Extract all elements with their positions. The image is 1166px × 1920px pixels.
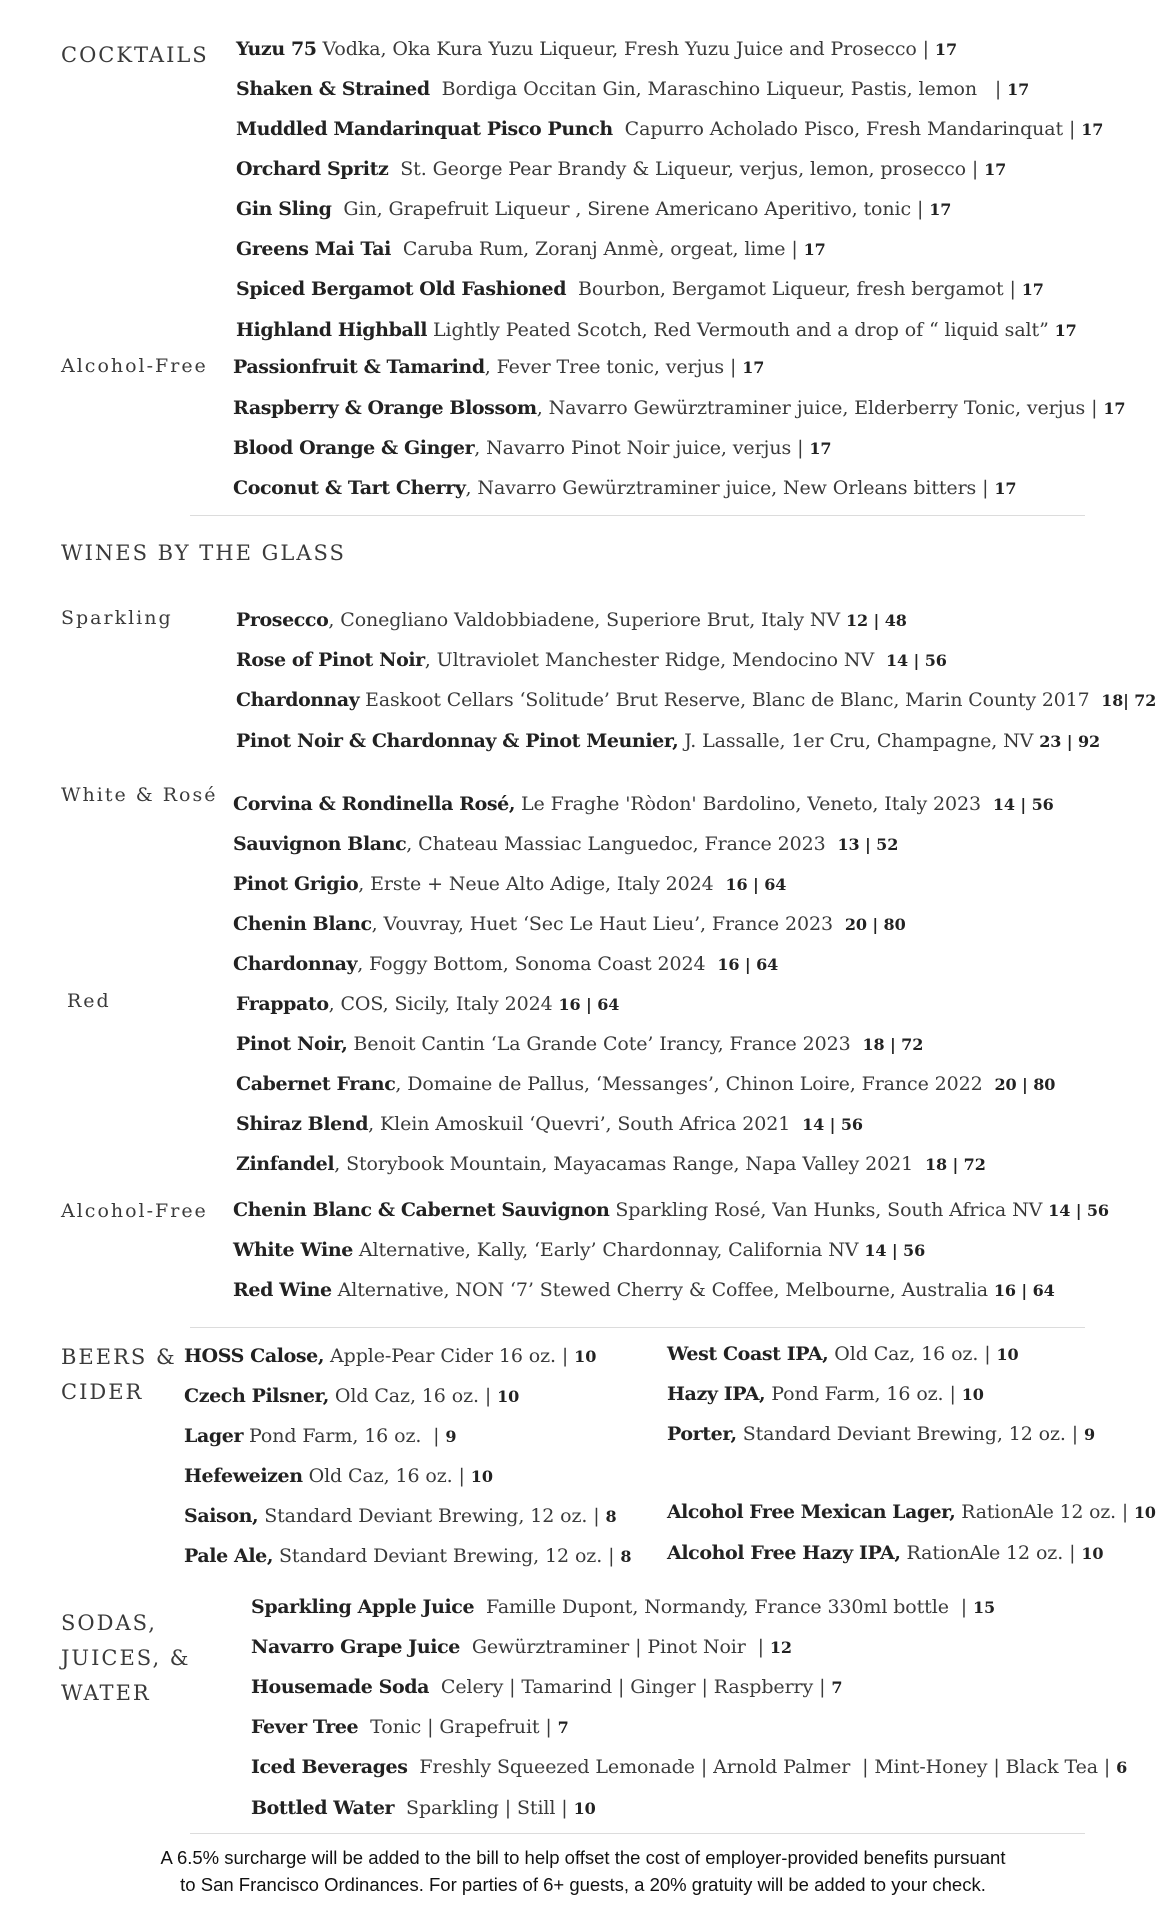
menu-item: [236, 157, 1006, 182]
item-price: 16 | 64: [558, 995, 620, 1014]
item-name: Saison,: [184, 1505, 259, 1527]
subheading-wines-alcohol-free: Alcohol-Free: [61, 1200, 208, 1222]
item-name: Pinot Noir & Chardonnay & Pinot Meunier,: [236, 730, 679, 752]
section-heading-sodas-line3: WATER: [61, 1681, 151, 1705]
item-description: , Navarro Gewürztraminer juice, New Orleans bitters |: [465, 477, 995, 499]
item-description: Freshly Squeezed Lemonade | Arnold Palmer | Mint-Honey | Black Tea |: [407, 1756, 1117, 1778]
divider: [190, 515, 1085, 516]
item-description: Caruba Rum, Zoranj Anmè, orgeat, lime |: [390, 238, 804, 260]
item-price: 17: [809, 439, 832, 458]
item-name: Navarro Grape Juice: [251, 1636, 460, 1658]
menu-item: [233, 436, 831, 461]
item-description: Le Fraghe 'Ròdon' Bardolino, Veneto, Italy 2023: [515, 793, 993, 815]
item-price: 17: [934, 40, 957, 59]
item-price: 8: [605, 1507, 617, 1526]
item-description: RationAle 12 oz. |: [955, 1501, 1134, 1523]
menu-item: [251, 1715, 569, 1740]
item-description: Gewürztraminer | Pinot Noir |: [459, 1636, 770, 1658]
menu-item: [184, 1464, 493, 1489]
section-heading-sodas-line1: SODAS,: [61, 1611, 157, 1635]
item-name: Alcohol Free Mexican Lager,: [667, 1501, 956, 1523]
item-price: 6: [1116, 1758, 1128, 1777]
item-name: West Coast IPA,: [667, 1343, 829, 1365]
item-price: 10: [996, 1345, 1019, 1364]
item-name: Bottled Water: [251, 1797, 395, 1819]
item-name: Blood Orange & Ginger: [233, 437, 475, 459]
section-heading-wines: WINES BY THE GLASS: [61, 541, 346, 565]
item-name: Iced Beverages: [251, 1756, 408, 1778]
item-name: Shaken & Strained: [236, 78, 430, 100]
item-description: Benoit Cantin ‘La Grande Cote’ Irancy, France 2023: [347, 1033, 863, 1055]
menu-item: [236, 688, 1156, 713]
item-price: 14 | 56: [802, 1115, 863, 1134]
menu-item: [184, 1384, 519, 1409]
item-price: 10: [961, 1385, 984, 1404]
subheading-white-rose: White & Rosé: [61, 784, 218, 806]
menu-item: [233, 355, 764, 380]
menu-item: [233, 952, 778, 977]
menu-item: [233, 1238, 925, 1263]
item-name: Spiced Bergamot Old Fashioned: [236, 278, 567, 300]
menu-item: [233, 872, 786, 897]
menu-item: [233, 832, 898, 857]
menu-item: [233, 396, 1125, 421]
menu-item: [236, 318, 1077, 343]
item-price: 12 | 48: [845, 611, 907, 630]
item-description: Alternative, Kally, ‘Early’ Chardonnay, California NV: [352, 1239, 865, 1261]
item-price: 10: [1081, 1544, 1104, 1563]
item-price: 10: [574, 1347, 597, 1366]
item-price: 20 | 80: [844, 915, 906, 934]
item-name: Zinfandel: [236, 1153, 335, 1175]
subheading-cocktails-alcohol-free: Alcohol-Free: [61, 355, 208, 377]
item-price: 10: [1133, 1503, 1156, 1522]
item-price: 15: [972, 1598, 996, 1617]
item-price: 10: [497, 1387, 520, 1406]
item-name: White Wine: [233, 1239, 353, 1261]
menu-item: [233, 476, 1016, 501]
item-name: Greens Mai Tai: [236, 238, 391, 260]
item-price: 10: [573, 1799, 596, 1818]
item-description: Tonic | Grapefruit |: [358, 1716, 558, 1738]
menu-item: [236, 1032, 923, 1057]
subheading-sparkling: Sparkling: [61, 607, 173, 629]
item-price: 23 | 92: [1039, 732, 1101, 751]
item-description: Apple-Pear Cider 16 oz. |: [324, 1345, 575, 1367]
item-description: Old Caz, 16 oz. |: [828, 1343, 997, 1365]
item-description: Lightly Peated Scotch, Red Vermouth and a drop of “ liquid salt”: [427, 319, 1055, 341]
item-price: 17: [1054, 321, 1077, 340]
item-description: , Navarro Gewürztraminer juice, Elderberry Tonic, verjus |: [536, 397, 1104, 419]
menu-item: [236, 37, 957, 62]
item-price: 12: [769, 1638, 792, 1657]
item-name: Muddled Mandarinquat Pisco Punch: [236, 118, 613, 140]
item-name: Gin Sling: [236, 198, 332, 220]
item-price: 9: [445, 1427, 457, 1446]
item-description: Pond Farm, 16 oz. |: [765, 1383, 962, 1405]
item-name: Fever Tree: [251, 1716, 359, 1738]
menu-item: [667, 1382, 984, 1407]
item-description: Capurro Acholado Pisco, Fresh Mandarinquat |: [612, 118, 1082, 140]
item-price: 20 | 80: [994, 1075, 1056, 1094]
item-price: 14 | 56: [1048, 1201, 1109, 1220]
item-price: 16 | 64: [725, 875, 787, 894]
item-name: Lager: [184, 1425, 244, 1447]
menu-item: [667, 1422, 1095, 1447]
menu-item: [251, 1595, 995, 1620]
item-description: Gin, Grapefruit Liqueur , Sirene Americano Aperitivo, tonic |: [331, 198, 930, 220]
menu-item: [236, 1152, 986, 1177]
item-description: Bourbon, Bergamot Liqueur, fresh bergamot |: [566, 278, 1022, 300]
item-price: 17: [929, 200, 952, 219]
item-description: , Storybook Mountain, Mayacamas Range, Napa Valley 2021: [334, 1153, 925, 1175]
section-heading-beers-line2: CIDER: [61, 1380, 144, 1404]
menu-item: [233, 792, 1054, 817]
item-name: Cabernet Franc: [236, 1073, 396, 1095]
item-description: Alternative, NON ‘7’ Stewed Cherry & Coffee, Melbourne, Australia: [331, 1279, 994, 1301]
item-description: Famille Dupont, Normandy, France 330ml bottle |: [474, 1596, 973, 1618]
item-price: 17: [1081, 120, 1104, 139]
item-name: Raspberry & Orange Blossom: [233, 397, 537, 419]
item-description: J. Lassalle, 1er Cru, Champagne, NV: [678, 730, 1040, 752]
item-name: Alcohol Free Hazy IPA,: [667, 1542, 901, 1564]
item-description: Easkoot Cellars ‘Solitude’ Brut Reserve, Blanc de Blanc, Marin County 2017: [359, 689, 1102, 711]
menu-item: [236, 117, 1103, 142]
menu-item: [236, 197, 951, 222]
menu-item: [233, 912, 906, 937]
item-name: Hazy IPA,: [667, 1383, 766, 1405]
item-description: Bordiga Occitan Gin, Maraschino Liqueur, Pastis, lemon |: [429, 78, 1008, 100]
item-name: Orchard Spritz: [236, 158, 389, 180]
item-description: Old Caz, 16 oz. |: [302, 1465, 471, 1487]
item-name: Corvina & Rondinella Rosé,: [233, 793, 516, 815]
section-heading-sodas-line2: JUICES, &: [61, 1646, 191, 1670]
item-name: Red Wine: [233, 1279, 332, 1301]
item-description: , Navarro Pinot Noir juice, verjus |: [474, 437, 810, 459]
item-price: 18| 72: [1101, 691, 1157, 710]
item-name: Porter,: [667, 1423, 737, 1445]
item-price: 17: [803, 240, 826, 259]
item-price: 17: [742, 358, 765, 377]
item-description: , Ultraviolet Manchester Ridge, Mendocino NV: [424, 649, 886, 671]
item-name: Hefeweizen: [184, 1465, 303, 1487]
item-description: St. George Pear Brandy & Liqueur, verjus, lemon, prosecco |: [388, 158, 985, 180]
item-description: Vodka, Oka Kura Yuzu Liqueur, Fresh Yuzu Juice and Prosecco |: [316, 38, 935, 60]
item-name: HOSS Calose,: [184, 1345, 325, 1367]
divider: [190, 1327, 1085, 1328]
item-description: Standard Deviant Brewing, 12 oz. |: [273, 1545, 621, 1567]
item-description: Old Caz, 16 oz. |: [328, 1385, 498, 1407]
item-price: 17: [1103, 399, 1126, 418]
item-description: , Erste + Neue Alto Adige, Italy 2024: [358, 873, 726, 895]
item-price: 17: [984, 160, 1007, 179]
section-heading-beers-line1: BEERS &: [61, 1345, 177, 1369]
item-name: Pinot Noir,: [236, 1033, 348, 1055]
item-price: 13 | 52: [837, 835, 899, 854]
menu-item: [236, 648, 947, 673]
item-price: 7: [831, 1678, 843, 1697]
menu-item: [251, 1755, 1127, 1780]
item-name: Highland Highball: [236, 319, 428, 341]
menu-item: [236, 1112, 863, 1137]
item-price: 14 | 56: [992, 795, 1054, 814]
item-name: Yuzu 75: [236, 38, 317, 60]
item-price: 9: [1084, 1425, 1096, 1444]
footer-line-1: A 6.5% surcharge will be added to the bill to help offset the cost of employer-provided benefits pursuant: [160, 1847, 1006, 1868]
item-price: 17: [994, 479, 1017, 498]
item-description: , Conegliano Valdobbiadene, Superiore Brut, Italy NV: [328, 609, 846, 631]
item-price: 16 | 64: [717, 955, 779, 974]
item-name: Passionfruit & Tamarind: [233, 356, 485, 378]
item-name: Sparkling Apple Juice: [251, 1596, 475, 1618]
item-name: Chardonnay: [233, 953, 358, 975]
item-description: , Foggy Bottom, Sonoma Coast 2024: [357, 953, 718, 975]
item-price: 18 | 72: [862, 1035, 924, 1054]
menu-item: [236, 729, 1100, 754]
item-name: Coconut & Tart Cherry: [233, 477, 466, 499]
menu-item: [251, 1675, 842, 1700]
item-name: Shiraz Blend: [236, 1113, 369, 1135]
item-name: Chenin Blanc: [233, 913, 372, 935]
divider: [190, 1833, 1085, 1834]
menu-item: [184, 1424, 456, 1449]
item-description: , Fever Tree tonic, verjus |: [484, 356, 743, 378]
item-price: 10: [470, 1467, 493, 1486]
menu-item: [184, 1344, 596, 1369]
item-description: , Chateau Massiac Languedoc, France 2023: [406, 833, 838, 855]
menu-item: [236, 277, 1044, 302]
item-description: , COS, Sicily, Italy 2024: [328, 993, 559, 1015]
menu-item: [236, 608, 907, 633]
menu-item: [251, 1796, 596, 1821]
item-name: Chardonnay: [236, 689, 360, 711]
item-name: Sauvignon Blanc: [233, 833, 407, 855]
footer-line-2: to San Francisco Ordinances. For parties of 6+ guests, a 20% gratuity will be added to your check.: [180, 1874, 986, 1895]
item-description: RationAle 12 oz. |: [900, 1542, 1082, 1564]
item-name: Chenin Blanc & Cabernet Sauvignon: [233, 1199, 610, 1221]
item-price: 18 | 72: [924, 1155, 986, 1174]
item-description: Pond Farm, 16 oz. |: [243, 1425, 446, 1447]
item-price: 14 | 56: [864, 1241, 926, 1260]
item-name: Prosecco: [236, 609, 329, 631]
item-description: Sparkling | Still |: [394, 1797, 574, 1819]
item-description: Sparkling Rosé, Van Hunks, South Africa NV: [609, 1199, 1049, 1221]
menu-item: [233, 1198, 1109, 1223]
menu-item: [667, 1342, 1019, 1367]
item-name: Rose of Pinot Noir: [236, 649, 425, 671]
item-price: 7: [557, 1718, 569, 1737]
section-heading-cocktails: COCKTAILS: [61, 43, 209, 67]
menu-item: [236, 992, 619, 1017]
item-name: Pinot Grigio: [233, 873, 359, 895]
item-name: Housemade Soda: [251, 1676, 430, 1698]
item-description: Celery | Tamarind | Ginger | Raspberry |: [429, 1676, 832, 1698]
menu-item: [667, 1500, 1156, 1525]
subheading-red: Red: [67, 990, 111, 1012]
item-price: 17: [1021, 280, 1044, 299]
item-description: Standard Deviant Brewing, 12 oz. |: [258, 1505, 606, 1527]
menu-item: [236, 1072, 1055, 1097]
item-name: Frappato: [236, 993, 329, 1015]
item-price: 17: [1007, 80, 1030, 99]
menu-item: [184, 1504, 617, 1529]
item-description: , Vouvray, Huet ‘Sec Le Haut Lieu’, France 2023: [371, 913, 845, 935]
item-price: 14 | 56: [885, 651, 947, 670]
menu-item: [184, 1544, 631, 1569]
item-price: 8: [620, 1547, 632, 1566]
item-description: , Domaine de Pallus, ‘Messanges’, Chinon Loire, France 2022: [395, 1073, 995, 1095]
item-name: Czech Pilsner,: [184, 1385, 329, 1407]
footer-note: [60, 1844, 1106, 1898]
item-description: , Klein Amoskuil ‘Quevri’, South Africa 2021: [368, 1113, 803, 1135]
menu-item: [667, 1541, 1103, 1566]
menu-item: [233, 1278, 1055, 1303]
menu-item: [236, 77, 1029, 102]
menu-item: [251, 1635, 792, 1660]
item-description: Standard Deviant Brewing, 12 oz. |: [736, 1423, 1085, 1445]
item-name: Pale Ale,: [184, 1545, 274, 1567]
menu-item: [236, 237, 826, 262]
item-price: 16 | 64: [993, 1281, 1055, 1300]
